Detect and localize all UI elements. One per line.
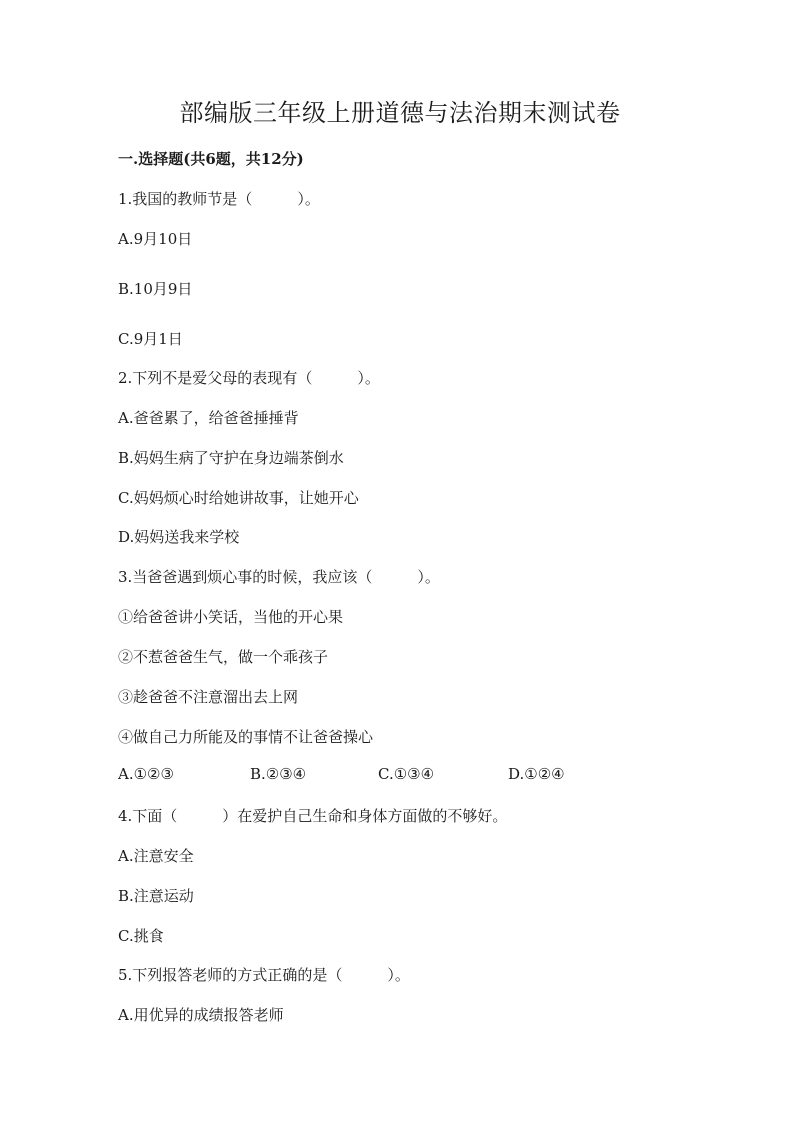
question-1-option-a[interactable]: A.9月10日	[118, 230, 193, 248]
question-4-option-a[interactable]: A.注意安全	[118, 847, 194, 865]
question-2-option-c[interactable]: C.妈妈烦心时给她讲故事，让她开心	[118, 489, 359, 507]
question-2-stem: 2.下列不是爱父母的表现有（ ）。	[118, 369, 380, 387]
question-2-option-d[interactable]: D.妈妈送我来学校	[118, 528, 240, 546]
question-3-option-d[interactable]: D.①②④	[508, 765, 565, 783]
question-1-option-c[interactable]: C.9月1日	[118, 330, 183, 348]
question-1-stem: 1.我国的教师节是（ ）。	[118, 190, 320, 208]
question-3-item-2: ②不惹爸爸生气，做一个乖孩子	[118, 648, 329, 666]
page-title: 部编版三年级上册道德与法治期末测试卷	[179, 99, 621, 127]
question-3-stem: 3.当爸爸遇到烦心事的时候，我应该（ ）。	[118, 568, 440, 586]
question-3-item-4: ④做自己力所能及的事情不让爸爸操心	[118, 728, 374, 746]
section-heading: 一.选择题(共6题，共12分)	[118, 150, 304, 168]
question-4-option-c[interactable]: C.挑食	[118, 927, 164, 945]
question-3-item-3: ③趁爸爸不注意溜出去上网	[118, 688, 299, 706]
question-3-option-c[interactable]: C.①③④	[378, 765, 435, 783]
question-2-option-a[interactable]: A.爸爸累了，给爸爸捶捶背	[118, 409, 299, 427]
question-3-option-a[interactable]: A.①②③	[118, 765, 174, 783]
question-1-option-b[interactable]: B.10月9日	[118, 280, 193, 298]
question-3-option-b[interactable]: B.②③④	[250, 765, 307, 783]
question-4-option-b[interactable]: B.注意运动	[118, 887, 194, 905]
question-5-stem: 5.下列报答老师的方式正确的是（ ）。	[118, 966, 410, 984]
question-3-options-row	[118, 765, 678, 785]
question-3-item-1: ①给爸爸讲小笑话，当他的开心果	[118, 608, 344, 626]
question-2-option-b[interactable]: B.妈妈生病了守护在身边端茶倒水	[118, 449, 344, 467]
question-5-option-a[interactable]: A.用优异的成绩报答老师	[118, 1006, 284, 1024]
question-4-stem: 4.下面（ ）在爱护自己生命和身体方面做的不够好。	[118, 807, 508, 825]
